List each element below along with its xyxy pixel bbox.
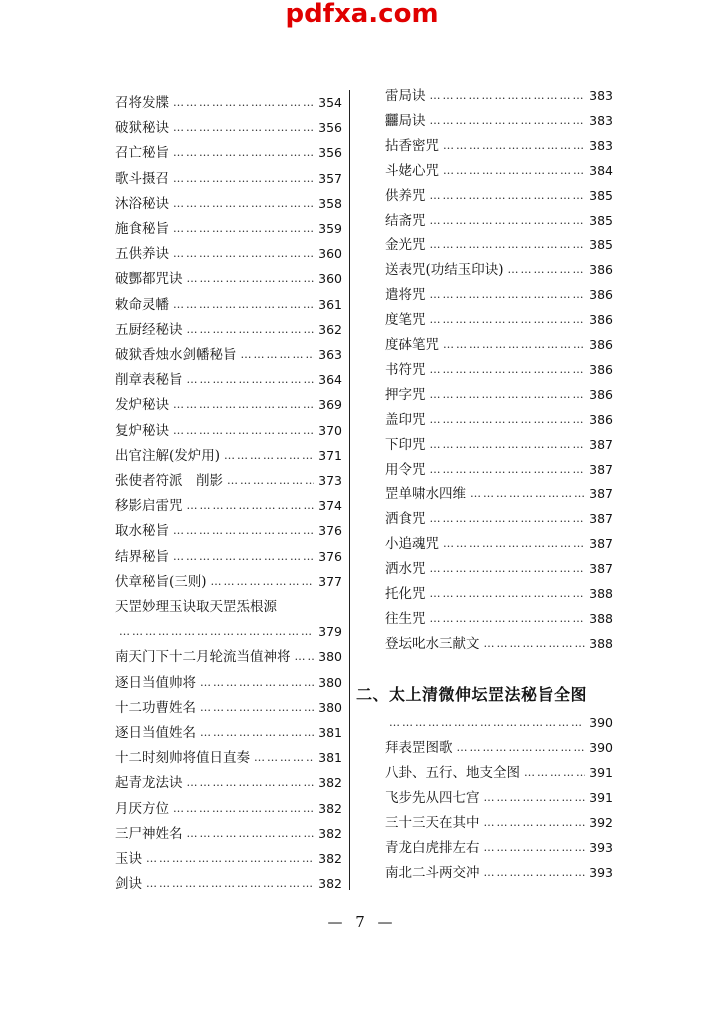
dot-leader xyxy=(430,460,586,480)
toc-entry-title: 召将发牒 xyxy=(115,95,169,111)
toc-entry-title: 洒食咒 xyxy=(385,511,426,528)
dot-leader xyxy=(241,345,315,365)
toc-entry xyxy=(115,269,342,289)
toc-entry-title: 度笔咒 xyxy=(385,312,426,329)
toc-entry-title: 送表咒(功结玉印诀) xyxy=(385,262,504,279)
dot-leader xyxy=(389,713,585,733)
toc-entry-title: 起青龙法诀 xyxy=(115,775,183,792)
toc-entry-title: 移影启雷咒 xyxy=(115,498,183,515)
toc-entry-title: 南北二斗两交冲 xyxy=(385,865,480,881)
toc-entry-page: 376 xyxy=(318,523,342,539)
toc-entry-title: 用令咒 xyxy=(385,461,426,478)
toc-entry xyxy=(385,136,613,156)
toc-entry-title: 押字咒 xyxy=(385,386,426,403)
toc-entry-title: 玉诀 xyxy=(115,851,142,867)
toc-entry xyxy=(385,86,613,106)
dot-leader xyxy=(173,219,314,239)
toc-entry-title: 供养咒 xyxy=(385,187,426,204)
toc-entry-title: 度砵笔咒 xyxy=(385,337,439,353)
toc-entry-title: 沐浴秘诀 xyxy=(115,195,169,212)
toc-entry-title: 逐日当值帅将 xyxy=(115,674,196,691)
toc-entry-page: 393 xyxy=(589,840,613,855)
dot-leader xyxy=(173,143,314,163)
toc-entry xyxy=(115,773,342,793)
toc-entry xyxy=(115,345,342,365)
toc-entry xyxy=(385,788,613,808)
toc-entry-title: 结斋咒 xyxy=(385,212,426,229)
dot-leader xyxy=(173,244,314,264)
toc-entry xyxy=(115,521,342,541)
toc-entry xyxy=(385,410,613,430)
toc-entry-page: 370 xyxy=(318,422,342,438)
toc-entry xyxy=(115,421,342,441)
toc-entry-title: 召亡秘旨 xyxy=(115,145,169,162)
toc-entry xyxy=(385,310,613,330)
toc-entry-page: 382 xyxy=(318,876,342,892)
toc-entry xyxy=(385,559,613,579)
toc-entry-page: 363 xyxy=(318,347,342,362)
toc-entry xyxy=(385,260,613,280)
toc-entry-page: 388 xyxy=(589,635,613,651)
dot-leader xyxy=(146,874,314,894)
toc-entry-page: 364 xyxy=(318,372,342,388)
toc-entry-page: 387 xyxy=(589,536,613,552)
toc-entry xyxy=(385,713,613,733)
toc-entry xyxy=(115,169,342,189)
toc-entry-page: 386 xyxy=(589,361,613,377)
toc-entry-page: 387 xyxy=(589,436,613,452)
toc-entry-page: 385 xyxy=(589,237,613,253)
dot-leader xyxy=(430,186,586,206)
toc-entry-page: 382 xyxy=(318,800,342,816)
toc-entry xyxy=(115,118,342,138)
dot-leader xyxy=(295,647,315,667)
toc-entry-title: 五厨经秘诀 xyxy=(115,321,183,338)
toc-entry xyxy=(385,211,613,231)
toc-entry-page: 386 xyxy=(589,312,613,328)
toc-entry-page: 360 xyxy=(318,246,342,262)
toc-entry xyxy=(115,194,342,214)
toc-entry-title: 拜表罡图歌 xyxy=(385,740,453,756)
toc-entry-page: 383 xyxy=(589,137,613,153)
dot-leader xyxy=(443,136,585,156)
toc-entry-title: 十二时刻帅将值日直奏 xyxy=(115,750,250,767)
toc-entry xyxy=(385,609,613,629)
dot-leader xyxy=(173,799,314,819)
toc-entry-page: 362 xyxy=(318,321,342,337)
toc-entry-title: 金光咒 xyxy=(385,237,426,254)
toc-entry-page: 391 xyxy=(589,790,613,805)
toc-entry xyxy=(385,111,613,131)
toc-entry-page: 361 xyxy=(318,296,342,312)
dot-leader xyxy=(430,584,586,604)
toc-entry xyxy=(115,723,342,743)
dot-leader xyxy=(484,838,586,858)
toc-entry xyxy=(385,484,613,504)
toc-entry-title: 五供养诀 xyxy=(115,246,169,263)
dot-leader xyxy=(173,194,314,214)
dot-leader xyxy=(173,547,314,567)
dot-leader xyxy=(430,509,586,529)
toc-entry-title: 䨻局诀 xyxy=(385,112,426,129)
toc-entry-title: 十二功曹姓名 xyxy=(115,699,196,716)
watermark-logo: pdfxa.com xyxy=(285,0,439,29)
toc-entry-title: 逐日当值姓名 xyxy=(115,725,196,741)
toc-entry-page: 388 xyxy=(589,586,613,601)
toc-entry-title: 盖印咒 xyxy=(385,411,426,428)
toc-entry xyxy=(385,161,613,181)
toc-entry xyxy=(385,838,613,858)
dot-leader xyxy=(119,622,314,642)
dot-leader xyxy=(430,211,586,231)
toc-entry-title: 书符咒 xyxy=(385,361,426,378)
toc-entry-title: 张使者符派 削影 xyxy=(115,473,223,489)
dot-leader xyxy=(430,111,586,131)
toc-entry xyxy=(115,748,342,768)
dot-leader xyxy=(173,169,314,189)
dot-leader xyxy=(187,773,315,793)
toc-entry xyxy=(115,547,342,567)
toc-entry-title: 南天门下十二月轮流当值神将 xyxy=(115,649,291,666)
dot-leader xyxy=(224,446,314,466)
toc-entry-title: 八卦、五行、地支全图 xyxy=(385,765,520,781)
toc-entry-page: 376 xyxy=(318,548,342,564)
toc-entry xyxy=(115,295,342,315)
toc-entry-title: 斗姥心咒 xyxy=(385,162,439,179)
dot-leader xyxy=(187,496,315,516)
toc-entry-page: 381 xyxy=(318,750,342,766)
dot-leader xyxy=(443,335,585,355)
toc-entry-title: 飞步先从四七宫 xyxy=(385,790,480,806)
dot-leader xyxy=(430,435,586,455)
toc-entry-page: 386 xyxy=(589,337,613,352)
toc-entry xyxy=(115,244,342,264)
toc-entry xyxy=(115,824,342,844)
toc-entry xyxy=(115,143,342,163)
toc-entry xyxy=(115,572,342,592)
toc-entry-title: 剑诀 xyxy=(115,876,142,893)
toc-entry-page: 391 xyxy=(589,765,613,780)
toc-entry-page: 356 xyxy=(318,145,342,161)
toc-entry xyxy=(385,534,613,554)
dot-leader xyxy=(430,285,586,305)
toc-entry-page: 358 xyxy=(318,195,342,211)
dot-leader xyxy=(430,86,586,106)
toc-entry-page: 386 xyxy=(589,386,613,402)
toc-entry xyxy=(115,496,342,516)
toc-entry-page: 382 xyxy=(318,775,342,791)
toc-entry-title: 三尸神姓名 xyxy=(115,825,183,842)
toc-entry-title: 遣将咒 xyxy=(385,287,426,304)
dot-leader xyxy=(173,421,314,441)
toc-entry xyxy=(385,460,613,480)
toc-entry-title: 托化咒 xyxy=(385,586,426,602)
toc-entry-page: 382 xyxy=(318,851,342,866)
toc-entry-title: 出官注解(发炉用) xyxy=(115,447,221,464)
toc-entry-title: 伏章秘旨(三则) xyxy=(115,573,207,590)
dot-leader xyxy=(146,849,314,869)
toc-entry xyxy=(115,395,342,415)
toc-entry-title: 三十三天在其中 xyxy=(385,815,480,831)
toc-entry xyxy=(115,647,342,667)
toc-entry-page: 373 xyxy=(318,473,342,488)
dot-leader xyxy=(227,471,314,491)
toc-entry xyxy=(385,435,613,455)
toc-entry-page: 390 xyxy=(589,715,613,730)
toc-entry-title: 往生咒 xyxy=(385,610,426,627)
toc-entry xyxy=(115,874,342,894)
toc-entry-title: 发炉秘诀 xyxy=(115,397,169,414)
toc-entry-title: 敕命灵幡 xyxy=(115,296,169,313)
toc-entry xyxy=(115,446,342,466)
toc-entry-page: 360 xyxy=(318,271,342,287)
toc-entry-title: 削章表秘旨 xyxy=(115,372,183,389)
toc-entry xyxy=(115,799,342,819)
toc-entry-page: 388 xyxy=(589,610,613,626)
toc-entry-title: 天罡妙理玉诀取天罡炁根源 xyxy=(115,599,277,615)
toc-entry-page: 393 xyxy=(589,865,613,880)
dot-leader xyxy=(173,521,314,541)
toc-entry xyxy=(115,698,342,718)
toc-entry xyxy=(115,93,342,113)
dot-leader xyxy=(187,370,315,390)
toc-entry-page: 387 xyxy=(589,561,613,577)
toc-entry-page: 374 xyxy=(318,498,342,514)
toc-entry xyxy=(115,597,342,617)
toc-entry xyxy=(385,813,613,833)
toc-entry xyxy=(115,471,342,491)
toc-entry xyxy=(385,634,613,654)
toc-entry xyxy=(385,763,613,783)
toc-entry-title: 下印咒 xyxy=(385,436,426,453)
toc-entry-title: 施食秘旨 xyxy=(115,221,169,237)
dot-leader xyxy=(200,723,314,743)
dot-leader xyxy=(430,360,586,380)
toc-entry-page: 386 xyxy=(589,287,613,303)
toc-entry xyxy=(385,285,613,305)
dot-leader xyxy=(254,748,314,768)
toc-entry-title: 破狱秘诀 xyxy=(115,120,169,137)
toc-entry-page: 377 xyxy=(318,573,342,589)
toc-entry xyxy=(385,738,613,758)
toc-entry-page: 385 xyxy=(589,187,613,203)
toc-entry-title: 取水秘旨 xyxy=(115,523,169,540)
toc-entry xyxy=(385,360,613,380)
toc-entry xyxy=(385,509,613,529)
section-heading: 二、太上清微伸坛罡法秘旨全图 xyxy=(356,685,588,704)
toc-entry-title: 破狱香烛水剑幡秘旨 xyxy=(115,347,237,363)
toc-entry xyxy=(115,370,342,390)
toc-entry-page: 386 xyxy=(589,411,613,427)
dot-leader xyxy=(173,118,314,138)
toc-entry xyxy=(385,863,613,883)
toc-entry-page: 354 xyxy=(318,95,342,110)
toc-entry-page: 384 xyxy=(589,162,613,178)
toc-entry-page: 387 xyxy=(589,486,613,502)
toc-entry-page: 371 xyxy=(318,447,342,463)
dot-leader xyxy=(524,763,585,783)
toc-entry xyxy=(385,385,613,405)
toc-entry-page: 380 xyxy=(318,699,342,715)
toc-entry-page: 379 xyxy=(318,624,342,640)
toc-entry-page: 390 xyxy=(589,740,613,755)
toc-entry-page: 380 xyxy=(318,649,342,665)
dot-leader xyxy=(187,269,315,289)
toc-entry xyxy=(115,320,342,340)
column-divider xyxy=(349,90,350,890)
toc-entry-title: 歌斗摄召 xyxy=(115,170,169,187)
toc-entry-title: 青龙白虎排左右 xyxy=(385,840,480,856)
dot-leader xyxy=(430,385,586,405)
dot-leader xyxy=(187,320,315,340)
page-number: — 7 — xyxy=(327,913,397,931)
toc-entry-title: 月厌方位 xyxy=(115,800,169,817)
toc-entry-page: 383 xyxy=(589,112,613,128)
toc-entry-title: 复炉秘诀 xyxy=(115,422,169,439)
dot-leader xyxy=(211,572,315,592)
dot-leader xyxy=(484,813,586,833)
dot-leader xyxy=(173,295,314,315)
toc-entry-page: 385 xyxy=(589,212,613,228)
toc-entry-page: 392 xyxy=(589,815,613,830)
dot-leader xyxy=(173,93,314,113)
toc-entry-title: 结界秘旨 xyxy=(115,548,169,565)
toc-entry-page: 386 xyxy=(589,262,613,278)
toc-entry-title: 雷局诀 xyxy=(385,88,426,104)
dot-leader xyxy=(443,534,585,554)
dot-leader xyxy=(200,673,314,693)
dot-leader xyxy=(173,395,314,415)
toc-entry-title: 登坛叱水三献文 xyxy=(385,635,480,652)
toc-entry-page: 387 xyxy=(589,461,613,477)
dot-leader xyxy=(430,410,586,430)
toc-entry xyxy=(385,584,613,604)
toc-entry-title: 罡单啸水四维 xyxy=(385,486,466,503)
toc-entry-page: 359 xyxy=(318,221,342,236)
dot-leader xyxy=(187,824,315,844)
toc-entry-page: 380 xyxy=(318,674,342,690)
toc-entry-page: 381 xyxy=(318,725,342,740)
dot-leader xyxy=(484,634,586,654)
dot-leader xyxy=(430,609,586,629)
dot-leader xyxy=(443,161,585,181)
dot-leader xyxy=(484,788,586,808)
toc-entry-title: 拈香密咒 xyxy=(385,137,439,154)
toc-entry-page: 387 xyxy=(589,511,613,527)
dot-leader xyxy=(430,310,586,330)
dot-leader xyxy=(457,738,586,758)
dot-leader xyxy=(200,698,314,718)
toc-entry-title: 洒水咒 xyxy=(385,561,426,578)
dot-leader xyxy=(484,863,586,883)
toc-entry xyxy=(385,186,613,206)
toc-entry xyxy=(385,235,613,255)
toc-entry xyxy=(115,219,342,239)
toc-entry xyxy=(115,849,342,869)
toc-entry xyxy=(115,673,342,693)
toc-entry-page: 382 xyxy=(318,825,342,841)
toc-entry-page: 356 xyxy=(318,120,342,136)
dot-leader xyxy=(508,260,586,280)
toc-entry-page: 357 xyxy=(318,170,342,186)
toc-entry xyxy=(385,335,613,355)
toc-entry-page: 369 xyxy=(318,397,342,413)
dot-leader xyxy=(470,484,585,504)
dot-leader xyxy=(430,235,586,255)
dot-leader xyxy=(430,559,586,579)
toc-entry-title: 小追魂咒 xyxy=(385,536,439,553)
toc-entry-page: 383 xyxy=(589,88,613,103)
toc-entry xyxy=(115,622,342,642)
toc-entry-title: 破酆都咒诀 xyxy=(115,271,183,288)
